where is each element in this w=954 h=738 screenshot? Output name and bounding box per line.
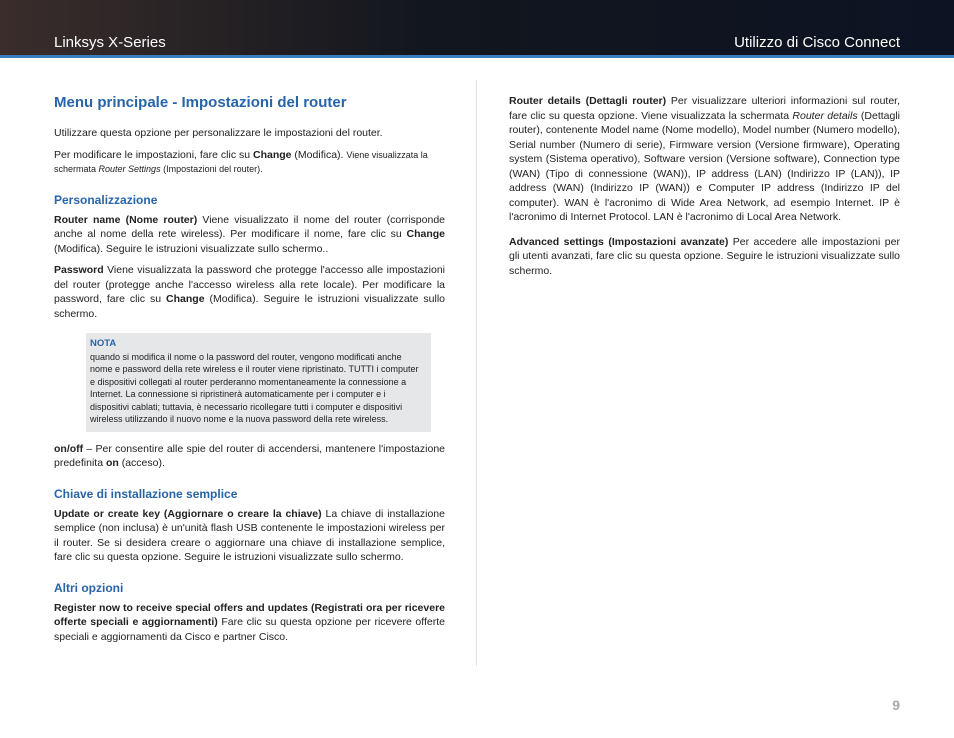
page-number: 9 <box>892 697 900 713</box>
intro-change-paragraph <box>54 148 445 177</box>
router-details-paragraph <box>509 94 900 225</box>
text-run: (Modifica). <box>291 148 347 161</box>
column-divider <box>476 80 477 666</box>
note-box <box>86 333 431 432</box>
header-banner <box>0 0 954 58</box>
router-details-italic: Router details <box>792 109 858 122</box>
text-run: Per accedere alle impostazioni per gli utenti avanzati, fare clic su questa opzione. Seguire le istruzioni visualizzate sullo schermo. <box>509 235 900 277</box>
left-column <box>54 94 445 651</box>
text-run: Viene visualizzata la schermata <box>54 149 428 174</box>
text-run: Fare clic su questa opzione per ricevere offerte speciali e aggiornamenti da Cisco e partner Cisco. <box>54 616 445 643</box>
header-accent-line <box>0 55 954 58</box>
password-term: Password <box>54 264 104 276</box>
advanced-settings-paragraph <box>509 235 900 279</box>
update-key-paragraph <box>54 507 445 565</box>
change-term: Change <box>406 228 445 240</box>
note-title: NOTA <box>90 338 117 349</box>
advanced-settings-term: Advanced settings (Impostazioni avanzate) <box>509 235 729 248</box>
text-run: (Modifica). Seguire le istruzioni visualizzate sullo schermo. <box>54 293 445 320</box>
section-title: Utilizzo di Cisco Connect <box>734 34 900 51</box>
on-term: on <box>105 457 119 469</box>
onoff-paragraph <box>54 442 445 471</box>
register-term: Register now to receive special offers and updates (Registrati ora per ricevere offerte speciali e aggiornamenti) <box>54 601 445 628</box>
heading-personalizzazione: Personalizzazione <box>54 192 158 207</box>
register-paragraph <box>54 601 445 645</box>
text-run: (Impostazioni del router). <box>160 164 263 174</box>
text-run: (acceso). <box>118 457 165 469</box>
update-key-term: Update or create key (Aggiornare o creare la chiave) <box>54 507 322 520</box>
text-run: (Dettagli router), contenente Model name (Nome modello), Model number (Numero modello), Serial number (Numero di serie), Firmware version (Versione firmware), Operating system (Sistema operativo), Software version (Versione software), Connection type (WAN) (Tipo di connessione (WAN)), IP address (LAN) (Indirizzo IP (LAN)), IP address (WAN) (Indirizzo IP (WAN)) e Computer IP address (Indirizzo IP del computer). WAN è l'acronimo di Wide Area Network, ad esempio Internet. IP è l'acronimo di Internet Protocol. LAN è l'acronimo di Local Area Network. <box>509 109 900 223</box>
main-heading: Menu principale - Impostazioni del router <box>54 94 347 111</box>
heading-chiave: Chiave di installazione semplice <box>54 486 238 501</box>
intro-paragraph: Utilizzare questa opzione per personalizzare le impostazioni del router. <box>54 127 383 139</box>
text-run: La chiave di installazione semplice (non inclusa) è un'unità flash USB contenente le impostazioni wireless per il router. Se si desidera creare o aggiornare una chiave di installazione semplice, fare clic su questa opzione. Seguire le istruzioni visualizzate sullo schermo. <box>54 507 445 563</box>
onoff-term: on/off <box>54 442 84 455</box>
router-name-term: Router name (Nome router) <box>54 213 198 226</box>
text-run: (Modifica). Seguire le istruzioni visualizzate sullo schermo.. <box>54 242 329 255</box>
heading-altri-opzioni: Altri opzioni <box>54 580 124 595</box>
router-settings-term: Router Settings <box>98 164 161 174</box>
note-text: quando si modifica il nome o la password del router, vengono modificati anche nome e password della rete wireless e il router viene ripristinato. TUTTI i computer e dispositivi collegati al router perderanno momentaneamente la connessione a Internet. La connessione si ripristinerà automaticamente per i computer e i dispositivi cablati; tuttavia, è necessario ricollegare tutti i computer e dispositivi wireless utilizzando il nuovo nome e la nuova password della rete wireless. <box>90 351 419 424</box>
text-run: Per modificare le impostazioni, fare clic su <box>54 148 253 161</box>
router-name-paragraph <box>54 213 445 257</box>
change-term: Change <box>166 293 205 305</box>
router-details-term: Router details (Dettagli router) <box>509 95 667 107</box>
product-title: Linksys X-Series <box>54 34 166 51</box>
change-term: Change <box>253 148 292 161</box>
text-run: Per visualizzare ulteriori informazioni sul router, fare clic su questa opzione. Viene visualizzata la schermata <box>509 95 901 122</box>
text-run: Viene visualizzato il nome del router (corrisponde anche al nome della rete wireless). Per modificare il nome, fare clic su <box>54 213 445 240</box>
text-run: Viene visualizzata la password che protegge l'accesso alle impostazioni del router (protegge anche l'accesso wireless alla rete locale). Per modificare la password, fare clic su <box>54 264 445 305</box>
right-column <box>509 94 900 285</box>
password-paragraph <box>54 263 445 321</box>
text-run: – Per consentire alle spie del router di accendersi, mantenere l'impostazione predefinita <box>54 442 445 469</box>
